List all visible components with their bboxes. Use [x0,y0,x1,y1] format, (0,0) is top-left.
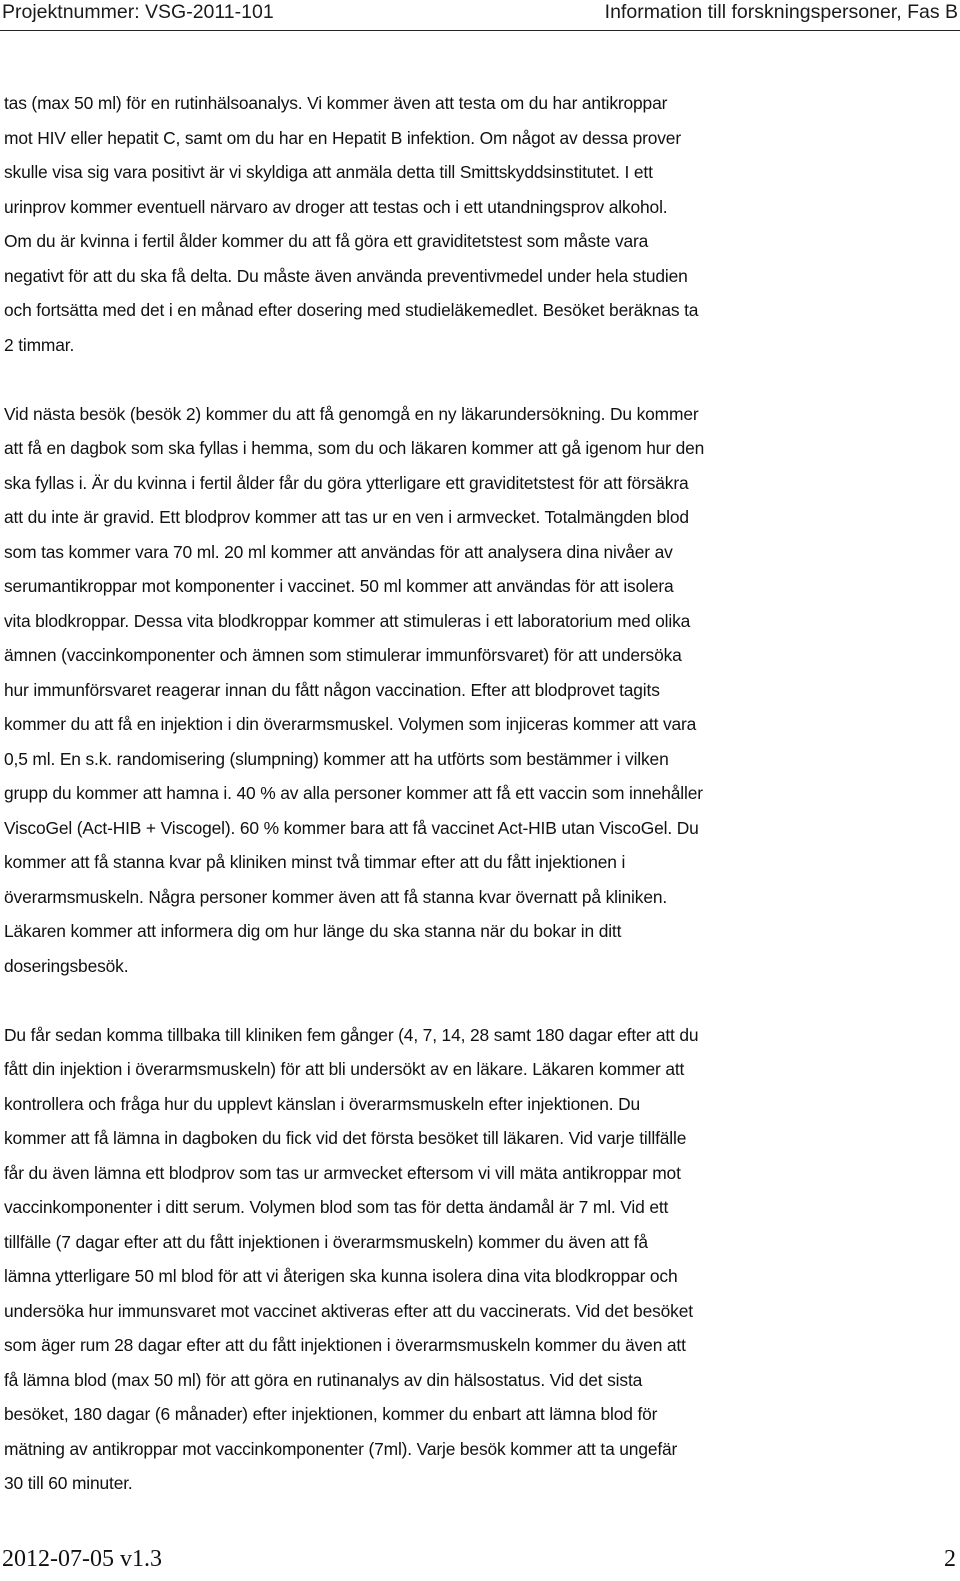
text-line: överarmsmuskeln. Några personer kommer även att få stanna kvar övernatt på kliniken. [4,886,668,907]
project-number: Projektnummer: VSG-2011-101 [2,1,274,23]
text-line: som tas kommer vara 70 ml. 20 ml kommer att användas för att analysera dina nivåer av [4,541,673,562]
text-line: besöket, 180 dagar (6 månader) efter injektionen, kommer du enbart att lämna blod för [4,1404,658,1424]
paragraph-second-visit [4,397,956,984]
text-line: undersöka hur immunsvaret mot vaccinet aktiveras efter att du vaccinerats. Vid det besöket [4,1300,693,1321]
text-line: mätning av antikroppar mot vaccinkomponenter (7ml). Varje besök kommer att ta ungefär [4,1438,678,1459]
text-line: 30 till 60 minuter. [4,1473,133,1493]
text-line: ViscoGel (Act-HIB + Viscogel). 60 % kommer bara att få vaccinet Act-HIB utan ViscoGel. Du [4,817,699,838]
text-line: att få en dagbok som ska fyllas i hemma, som du och läkaren kommer att gå igenom hur den [4,438,705,458]
paragraph-follow-up-visits [4,1018,956,1501]
text-line: 2 timmar. [4,334,75,355]
text-line: 0,5 ml. En s.k. randomisering (slumpning) kommer att ha utförts som bestämmer i vilken [4,748,669,769]
version-date: 2012-07-05 v1.3 [2,1546,162,1572]
paragraph-spacer [4,983,956,1018]
text-line: lämna ytterligare 50 ml blod för att vi återigen ska kunna isolera dina vita blodkroppar och [4,1266,678,1286]
text-line: ska fyllas i. Är du kvinna i fertil ålder får du göra ytterligare ett graviditetstest för att försäkra [4,472,689,493]
page-header [0,0,960,31]
text-line: hur immunförsvaret reagerar innan du fått någon vaccination. Efter att blodprovet tagits [4,679,660,700]
text-line: Vid nästa besök (besök 2) kommer du att få genomgå en ny läkarundersökning. Du kommer [4,403,699,424]
text-line: Om du är kvinna i fertil ålder kommer du att få göra ett graviditetstest som måste vara [4,231,649,251]
text-line: doseringsbesök. [4,955,129,976]
page-footer [0,1546,960,1576]
text-line: kommer att få lämna in dagboken du fick vid det första besöket till läkaren. Vid varje tillfälle [4,1128,687,1148]
text-line: fått din injektion i överarmsmuskeln) för att bli undersökt av en läkare. Läkaren kommer att [4,1059,685,1079]
document-title: Information till forskningspersoner, Fas B [604,1,958,23]
text-line: grupp du kommer att hamna i. 40 % av alla personer kommer att få ett vaccin som innehåller [4,783,703,803]
text-line: skulle visa sig vara positivt är vi skyldiga att anmäla detta till Smittskyddsinstitutet. I ett [4,162,653,182]
text-line: får du även lämna ett blodprov som tas ur armvecket eftersom vi vill mäta antikroppar mot [4,1162,681,1183]
text-line: som äger rum 28 dagar efter att du fått injektionen i överarmsmuskeln kommer du även att [4,1335,686,1355]
text-line: kontrollera och fråga hur du upplevt känslan i överarmsmuskeln efter injektionen. Du [4,1093,641,1114]
paragraph-spacer [4,362,956,397]
text-line: serumantikroppar mot komponenter i vaccinet. 50 ml kommer att användas för att isolera [4,576,674,596]
text-line: negativt för att du ska få delta. Du måste även använda preventivmedel under hela studien [4,265,688,286]
text-line: få lämna blod (max 50 ml) för att göra en rutinanalys av din hälsostatus. Vid det sista [4,1369,643,1390]
text-line: tillfälle (7 dagar efter att du fått injektionen i överarmsmuskeln) kommer du även att få [4,1231,648,1252]
text-line: kommer du att få en injektion i din överarmsmuskel. Volymen som injiceras kommer att vara [4,714,697,734]
text-line: vaccinkomponenter i ditt serum. Volymen blod som tas för detta ändamål är 7 ml. Vid ett [4,1197,669,1217]
document-body [4,86,956,1501]
text-line: att du inte är gravid. Ett blodprov kommer att tas ur en ven i armvecket. Totalmängden blod [4,507,689,527]
text-line: Du får sedan komma tillbaka till kliniken fem gånger (4, 7, 14, 28 samt 180 dagar efter att du [4,1024,699,1045]
text-line: urinprov kommer eventuell närvaro av droger att testas och i ett utandningsprov alkohol. [4,196,668,217]
page-number: 2 [944,1546,956,1572]
text-line: vita blodkroppar. Dessa vita blodkroppar kommer att stimuleras i ett laboratorium med olika [4,610,691,631]
text-line: och fortsätta med det i en månad efter dosering med studieläkemedlet. Besöket beräknas ta [4,300,699,320]
paragraph-first-visit-continued [4,86,956,362]
text-line: ämnen (vaccinkomponenter och ämnen som stimulerar immunförsvaret) för att undersöka [4,645,682,665]
text-line: tas (max 50 ml) för en rutinhälsoanalys. Vi kommer även att testa om du har antikroppar [4,93,668,113]
text-line: Läkaren kommer att informera dig om hur länge du ska stanna när du bokar in ditt [4,921,622,941]
text-line: kommer att få stanna kvar på kliniken minst två timmar efter att du fått injektionen i [4,852,626,872]
text-line: mot HIV eller hepatit C, samt om du har en Hepatit B infektion. Om något av dessa prover [4,127,681,148]
